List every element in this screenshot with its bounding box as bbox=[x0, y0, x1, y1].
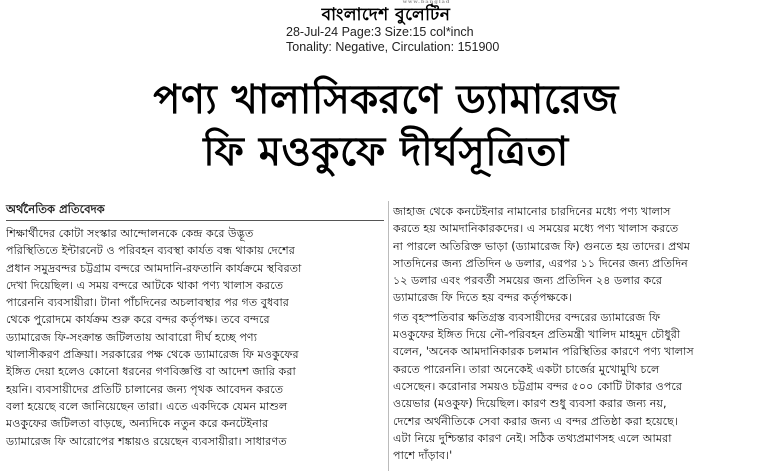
article-text-line: বলেন, 'অনেক আমদানিকারক চলমান পরিস্থিতির কারণে পণ্য খালাস bbox=[393, 345, 694, 359]
article-text-line: খালাসীকরণ প্রক্রিয়া। সরকারের পক্ষ থেকে ড্যামারেজ ফি মওকুফের bbox=[6, 348, 299, 362]
article-text-line: ড্যামারেজ ফি-সংক্রান্ত জটিলতায় আবারো দীর্ঘ হচ্ছে পণ্য bbox=[6, 330, 257, 344]
article-text-line: পারেননি ব্যবসায়ীরা। টানা পাঁচদিনের অচলাবস্থার পর গত বুধবার bbox=[6, 296, 289, 310]
article-text-line: এটা নিয়ে দুশ্চিন্তার কারণ নেই। সঠিক তথ্যপ্রমাণসহ এলে আমরা bbox=[393, 431, 672, 445]
article-text-line: দেশের অর্থনীতিকে সেবা করার জন্য এ বন্দর প্রতিষ্ঠা করা হয়েছে। bbox=[393, 414, 678, 428]
article-text-line: পরিস্থিতিতে ইন্টারনেট ও পরিবহন ব্যবস্থা কার্যত বন্ধ থাকায় দেশের bbox=[6, 244, 295, 258]
article-text-line: না পারলে অতিরিক্ত ভাড়া (ড্যামারেজ ফি) গুনতে হয় তাদের। প্রথম bbox=[393, 239, 690, 253]
article-column-right bbox=[393, 201, 766, 464]
article-text-line: শিক্ষার্থীদের কোটা সংস্কার আন্দোলনকে কেন্দ্র করে উদ্ভূত bbox=[6, 227, 254, 240]
publication-name: বাংলাদেশ বুলেটিন bbox=[321, 5, 451, 25]
article-text-line: মওকুফের ইঙ্গিত দিয়ে নৌ-পরিবহন প্রতিমন্ত্রী খালিদ মাহমুদ চৌধুরী bbox=[393, 328, 681, 342]
article-text-line: ড্যামারেজ ফি আরোপের শঙ্কায়ও রয়েছেন ব্যবসায়ীরা। সাধারণত bbox=[6, 434, 287, 448]
article-text-line: এসেছেন। করোনার সময়ও চট্টগ্রাম বন্দর ৫০০ কোটি টাকার ওপরে bbox=[393, 379, 683, 393]
article-text-line: দেখা দিয়েছিল। এ সময় বন্দরে আটকে থাকা পণ্য খালাস করতে bbox=[6, 278, 284, 292]
article-text-line: থেকে পুরোদমে কার্যক্রম শুরু করে বন্দর কর্তৃপক্ষ। তবে বন্দরে bbox=[6, 313, 270, 327]
article-text-line: সাতদিনের জন্য প্রতিদিন ৬ ডলার, এরপর ১১ দিনের জন্য প্রতিদিন bbox=[393, 256, 688, 270]
clipping-tonality-circulation: Tonality: Negative, Circulation: 151900 bbox=[286, 40, 500, 54]
column-divider bbox=[388, 201, 389, 471]
article-text-line: গত বৃহস্পতিবার ক্ষতিগ্রস্ত ব্যবসায়ীদের বন্দরের ড্যামারেজ ফি bbox=[393, 310, 661, 324]
article-headline bbox=[0, 74, 772, 178]
article-text-line: ড্যামারেজ ফি দিতে হয় বন্দর কর্তৃপক্ষকে। bbox=[393, 291, 572, 305]
clipping-date-page-size: 28-Jul-24 Page:3 Size:15 col*inch bbox=[286, 25, 474, 39]
headline-line-2: ফি মওকুফে দীর্ঘসূত্রিতা bbox=[203, 129, 569, 175]
article-text-line: প্রধান সমুদ্রবন্দর চট্টগ্রাম বন্দরে আমদানি-রফতানি কার্যক্রমে স্থবিরতা bbox=[6, 261, 302, 275]
article-text-line: জাহাজ থেকে কনটেইনার নামানোর চারদিনের মধ্যে পণ্য খালাস bbox=[393, 205, 671, 218]
publication-tagline: www.banglad bbox=[402, 0, 451, 5]
article-text-line: ১২ ডলার এবং পরবর্তী সময়ের জন্য প্রতিদিন ২৪ ডলার করে bbox=[393, 274, 663, 288]
article-column-left bbox=[6, 201, 384, 450]
article-paragraph-3 bbox=[393, 309, 766, 465]
article-paragraph-1 bbox=[6, 225, 384, 450]
article-text-line: ইঙ্গিত দেয়া হলেও কোনো ধরনের গণবিজ্ঞপ্তি বা আদেশ জারি করা bbox=[6, 365, 296, 379]
headline-line-1: পণ্য খালাসিকরণে ড্যামারেজ bbox=[153, 77, 619, 123]
article-text-line: ওয়েভার (মওকুফ) দিয়েছিল। কারণ শুধু ব্যবসা করার জন্য নয়, bbox=[393, 397, 667, 411]
article-text-line: পাশে দাঁড়াব।' bbox=[393, 449, 453, 463]
article-text-line: করতে পারেননি। তারা অনেকেই একটা চার্জের মুখোমুখি চলে bbox=[393, 362, 660, 376]
article-text-line: মওকুফের জটিলতা বাড়ছে, অন্যদিকে নতুন করে কনটেইনার bbox=[6, 417, 269, 431]
clipping-meta bbox=[286, 25, 499, 55]
article-paragraph-2 bbox=[393, 203, 766, 307]
article-text-line: করতে হয় আমদানিকারকদের। এ সময়ের মধ্যে পণ্য খালাস করতে bbox=[393, 222, 679, 236]
article-text-line: বলা হয়েছে বলে জানিয়েছেন তারা। এতে একদিকে যেমন মাশুল bbox=[6, 399, 288, 413]
article-text-line: হয়নি। ব্যবসায়ীদের প্রতিটি চালানের জন্য পৃথক আবেদন করতে bbox=[6, 382, 284, 396]
article-byline: অর্থনৈতিক প্রতিবেদক bbox=[6, 201, 384, 221]
